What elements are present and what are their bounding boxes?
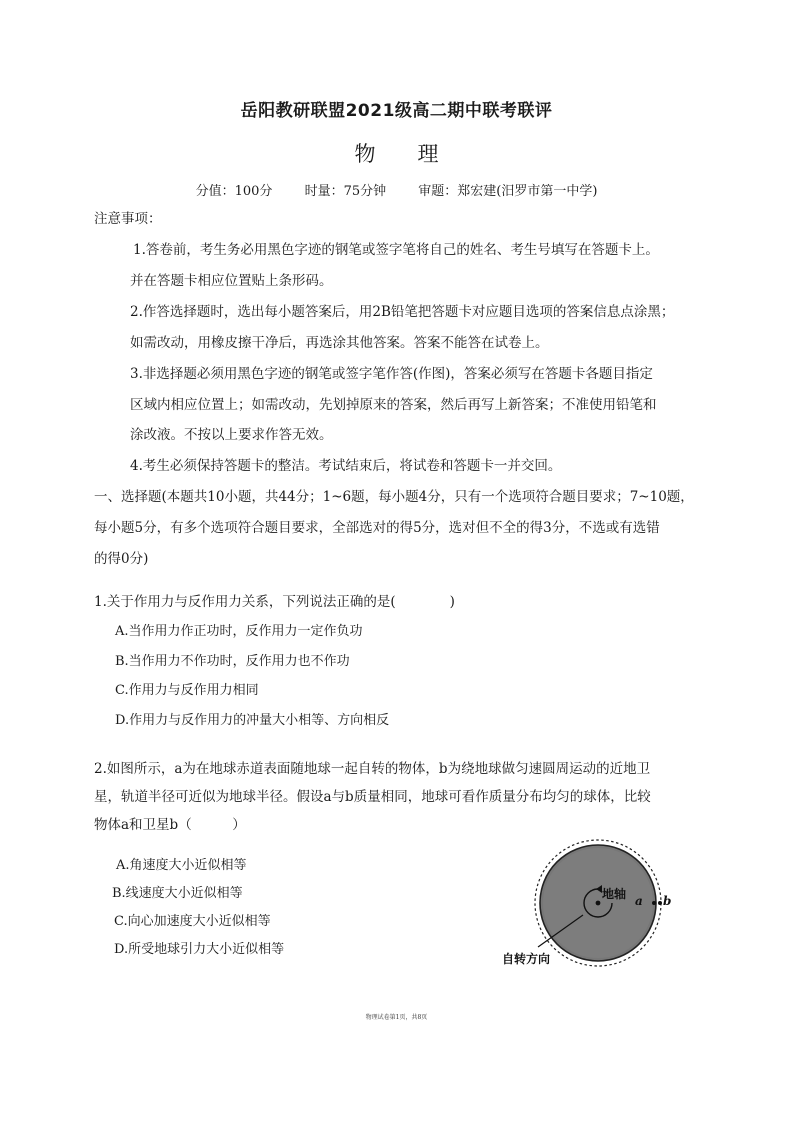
notice-line: 涂改液。不按以上要求作答无效。: [130, 427, 333, 443]
object-a-label: a: [635, 894, 643, 908]
exam-title: 岳阳教研联盟2021级高二期中联考联评: [240, 101, 553, 121]
notice-line: 4.考生必须保持答题卡的整洁。考试结束后，将试卷和答题卡一并交回。: [130, 458, 562, 474]
satellite-b-dot: [658, 901, 662, 905]
axis-label: 地轴: [602, 887, 627, 901]
question-2-stem-line: 物体a和卫星b（ ）: [94, 817, 246, 833]
time-info: 时量：75分钟: [304, 184, 387, 199]
reviewer-info: 审题：郑宏建(汨罗市第一中学): [418, 184, 598, 199]
satellite-b-label: b: [663, 894, 672, 908]
notice-line: 并在答题卡相应位置贴上条形码。: [130, 273, 333, 289]
page-footer: 物理试卷第1页，共8页: [365, 1014, 428, 1021]
subject-title: 物 理: [354, 142, 439, 166]
section-instructions: 的得0分): [94, 551, 149, 567]
object-a-dot: [652, 901, 656, 905]
earth-rotation-figure: [495, 835, 680, 975]
question-1-option-c: C.作用力与反作用力相同: [115, 683, 259, 698]
question-1-option-a: A.当作用力作正功时，反作用力一定作负功: [115, 624, 363, 639]
question-1-stem: 1.关于作用力与反作用力关系，下列说法正确的是( ): [94, 594, 455, 610]
notice-heading: 注意事项：: [94, 211, 162, 227]
question-1-option-b: B.当作用力不作功时，反作用力也不作功: [115, 654, 350, 669]
question-2-option-d: D.所受地球引力大小近似相等: [114, 942, 285, 957]
section-instructions: 一、选择题(本题共10小题，共44分；1~6题，每小题4分，只有一个选项符合题目要求；7~10题，: [94, 489, 694, 505]
notice-line: 如需改动，用橡皮擦干净后，再选涂其他答案。答案不能答在试卷上。: [130, 335, 549, 351]
question-2-option-b: B.线速度大小近似相等: [112, 886, 243, 901]
rotation-direction-label: 自转方向: [502, 952, 551, 966]
question-2-option-c: C.向心加速度大小近似相等: [114, 914, 271, 929]
question-2-option-a: A.角速度大小近似相等: [116, 858, 247, 873]
notice-line: 3.非选择题必须用黑色字迹的钢笔或签字笔作答(作图)，答案必须写在答题卡各题目指定: [130, 366, 653, 382]
notice-line: 区域内相应位置上；如需改动，先划掉原来的答案，然后再写上新答案；不准使用铅笔和: [130, 397, 657, 413]
exam-meta: [0, 180, 793, 199]
earth-axis-point: [596, 901, 601, 906]
notice-line: 2.作答选择题时，选出每小题答案后，用2B铅笔把答题卡对应题目选项的答案信息点涂黑；: [130, 304, 675, 320]
question-2-stem-line: 星，轨道半径可近似为地球半径。假设a与b质量相同，地球可看作质量分布均匀的球体，比较: [94, 789, 651, 805]
notice-line: 1.答卷前，考生务必用黑色字迹的钢笔或签字笔将自己的姓名、考生号填写在答题卡上。: [133, 242, 659, 258]
section-instructions: 每小题5分，有多个选项符合题目要求，全部选对的得5分，选对但不全的得3分，不选或有选错: [94, 520, 660, 536]
score-info: 分值：100分: [195, 184, 273, 199]
question-1-option-d: D.作用力与反作用力的冲量大小相等、方向相反: [115, 713, 390, 728]
question-2-stem-line: 2.如图所示，a为在地球赤道表面随地球一起自转的物体，b为绕地球做匀速圆周运动的近地卫: [94, 761, 651, 777]
